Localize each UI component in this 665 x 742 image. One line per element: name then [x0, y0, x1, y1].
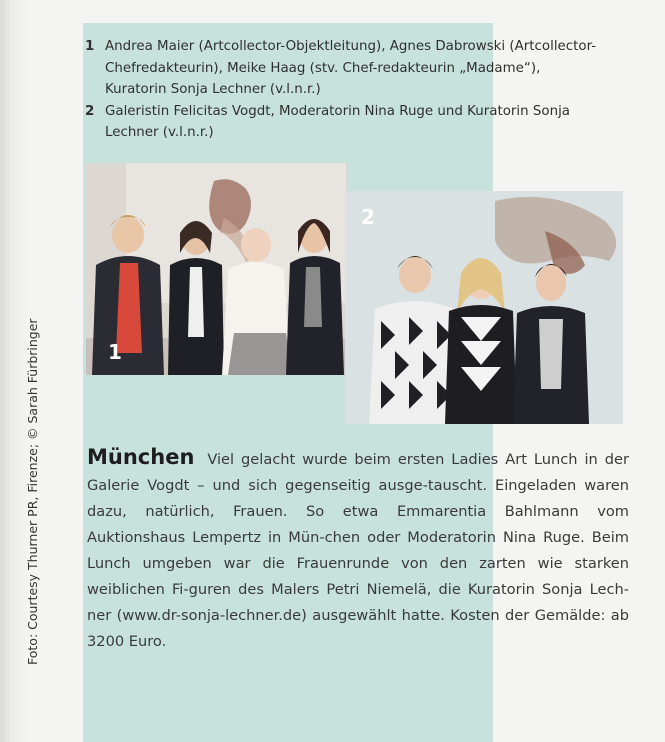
caption-number: 1: [85, 39, 95, 54]
caption-2: [85, 101, 605, 144]
caption-text: Galeristin Felicitas Vogdt, Moderatorin Nina Ruge und Kuratorin Sonja Lechner (v.l.n.r.): [105, 103, 570, 140]
photo-captions: [85, 36, 605, 144]
photo-credit: Foto: Courtesy Thurner PR, Firenze; © Sarah Fürbringer: [25, 318, 40, 665]
caption-number: 2: [85, 103, 95, 119]
article-text: Viel gelacht wurde beim ersten Ladies Art Lunch in der Galerie Vogdt – und sich gegenseitig ausge-tauscht. Eingeladen waren dazu, natürlich, Frauen. So etwa Emmarentia Bahlmann vom Auktionshaus Lempertz in Mün-chen oder Moderatorin Nina Ruge. Beim Lunch umgeben war die Frauenrunde von den zarten wie starken weiblichen Fi-guren des Malers Petri Niemelä, die Kuratorin Sonja Lech-ner (www.dr-sonja-lechner.de) ausgewählt hatte. Kosten der Gemälde: ab 3200 Euro.: [87, 451, 629, 650]
article-body: [87, 444, 629, 655]
photo-number: 1: [108, 340, 122, 364]
photo-1-illustration: [86, 163, 348, 375]
article-headline: München: [87, 445, 195, 469]
photo-2-illustration: [345, 191, 623, 424]
photo-2: [345, 191, 623, 424]
photo-number: 2: [361, 205, 375, 229]
caption-text: Andrea Maier (Artcollector-Objektleitung), Agnes Dabrowski (Artcollector-Chefredakteurin), Meike Haag (stv. Chef-redakteurin „Madame“), Kuratorin Sonja Lechner (v.l.n.r.): [105, 39, 597, 97]
caption-1: [85, 36, 605, 101]
photo-1: [86, 163, 348, 375]
